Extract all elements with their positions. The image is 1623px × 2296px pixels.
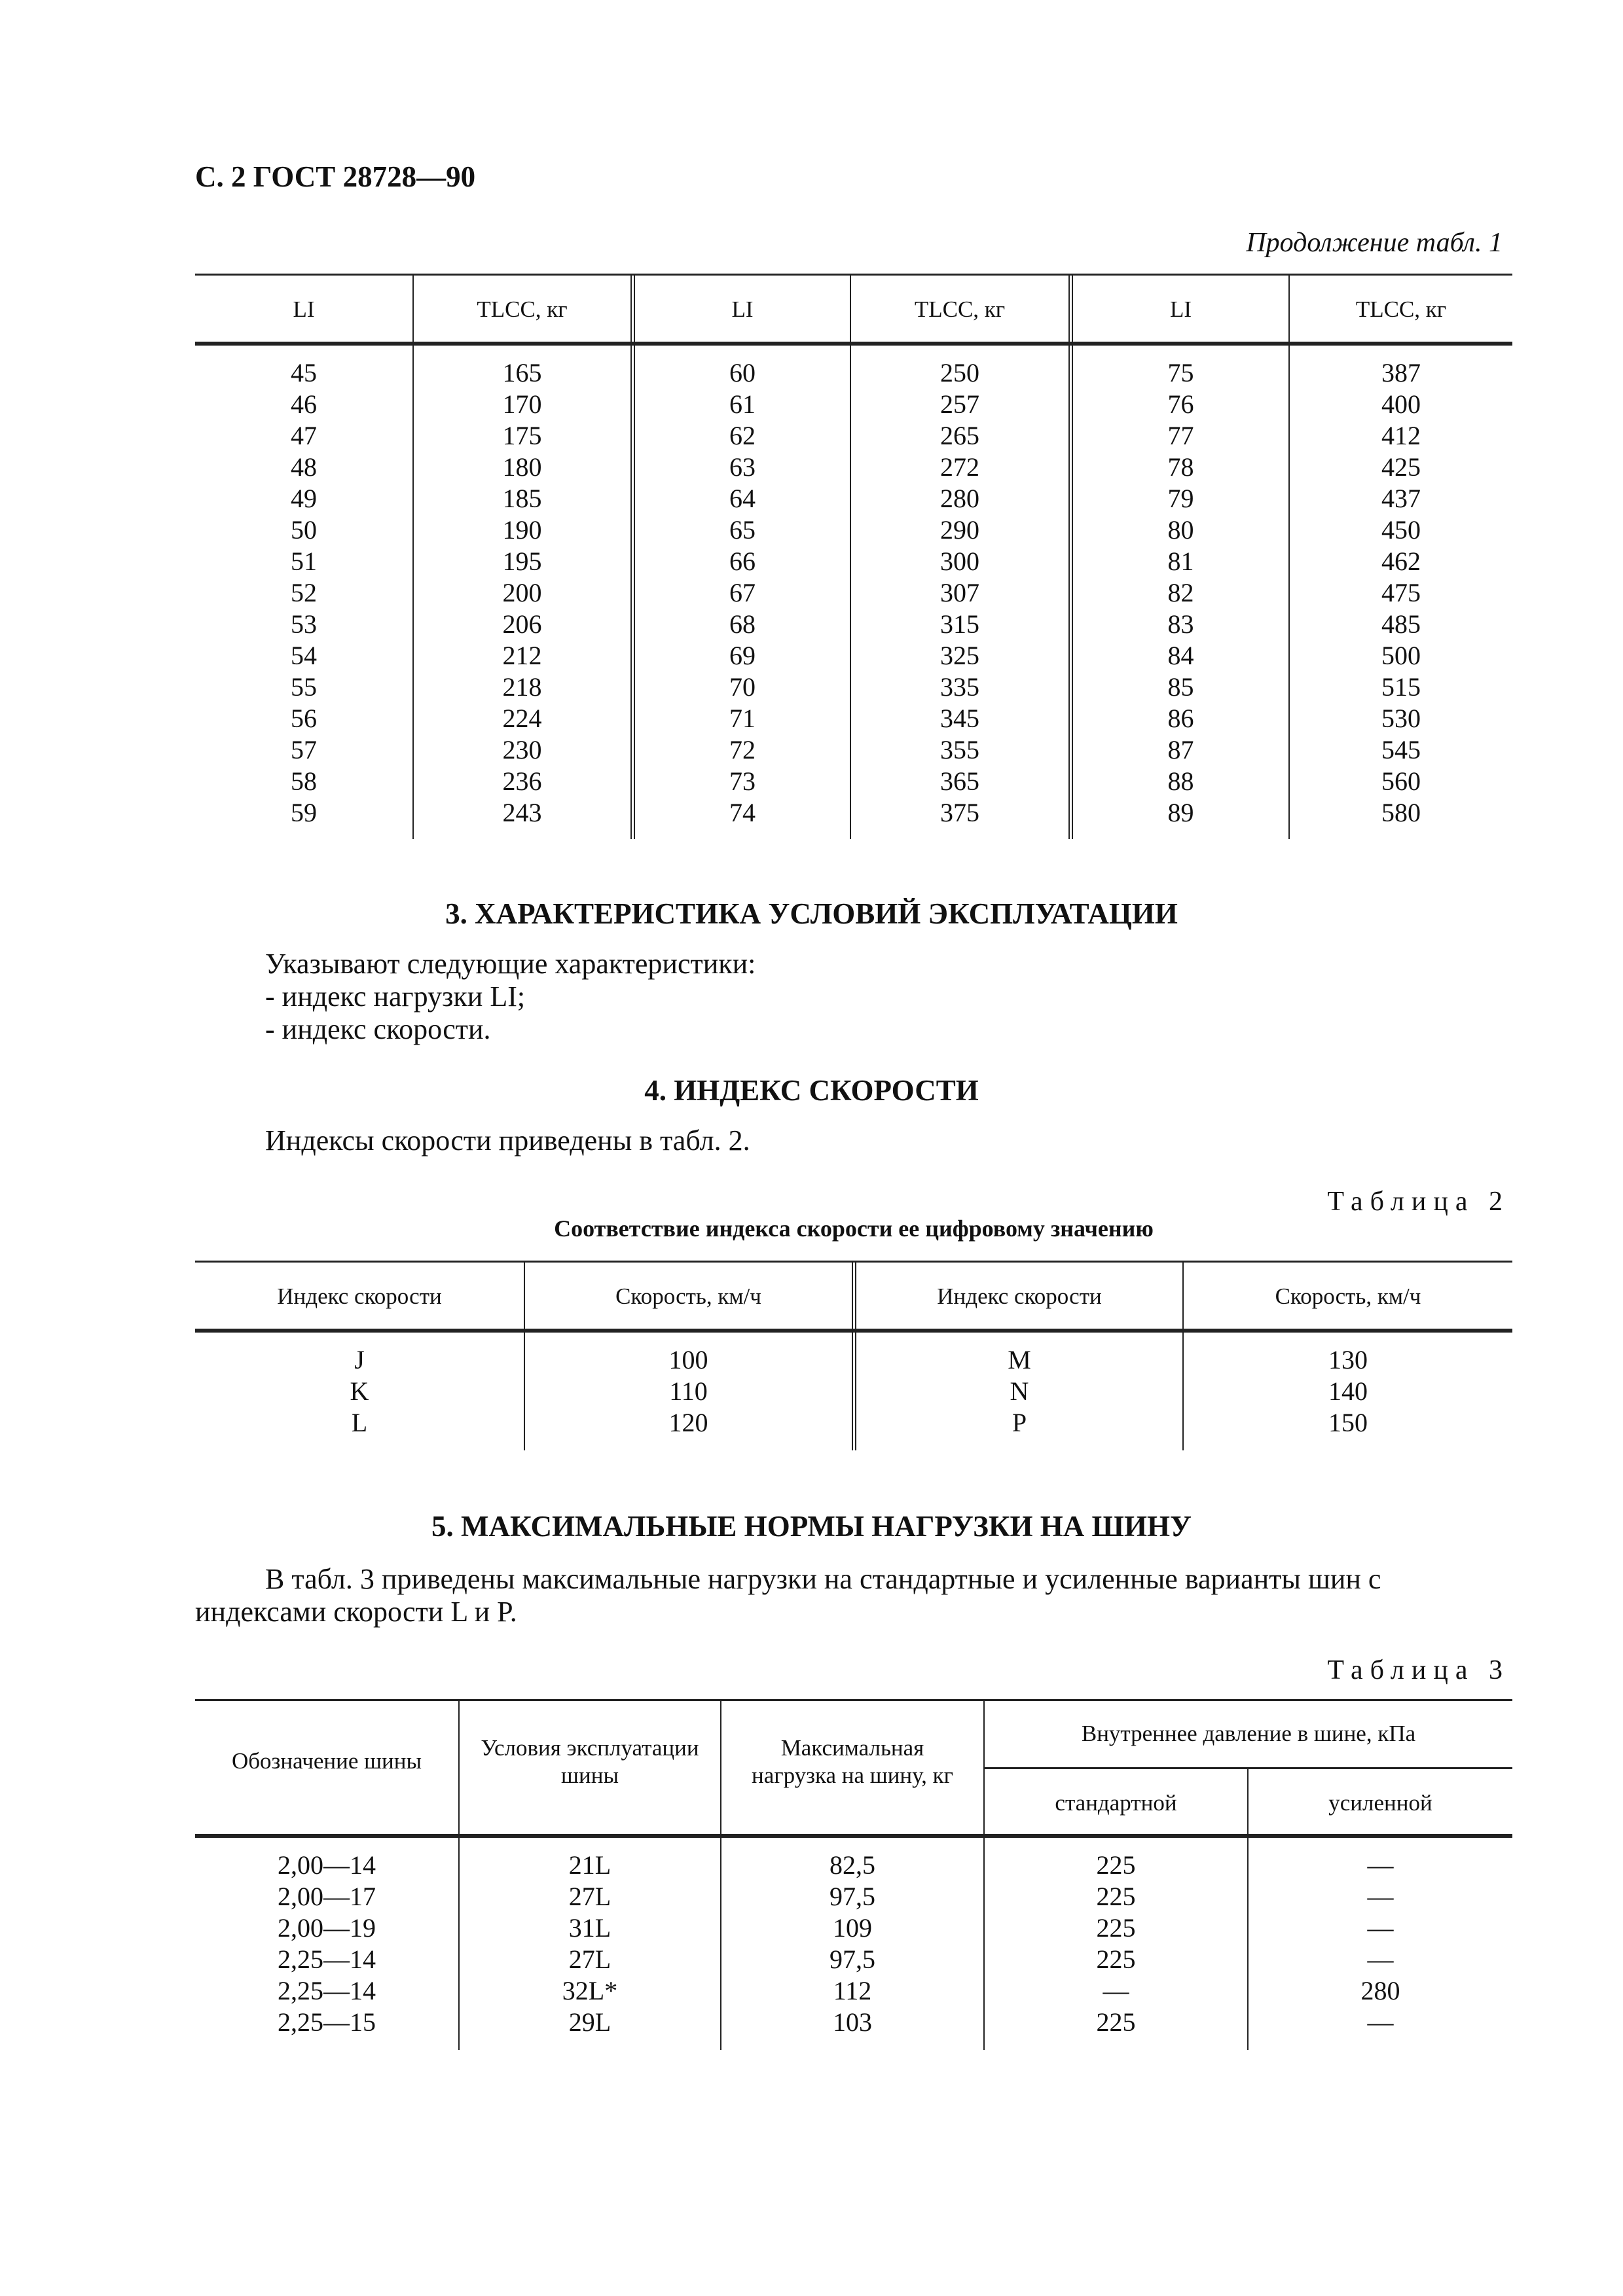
table-cell: 307: [940, 578, 979, 607]
table-cell: 150: [1328, 1408, 1368, 1437]
table-cell: 109: [833, 1913, 872, 1943]
table-3-header-rule: [195, 1834, 1512, 1838]
table-cell: 272: [940, 452, 979, 482]
table-cell: 76: [1167, 389, 1194, 419]
section-3-line: - индекс нагрузки LI;: [265, 980, 526, 1013]
table-cell: M: [1008, 1345, 1031, 1374]
table-3-col-reinforced: [1249, 1850, 1512, 2038]
table-cell: 60: [729, 358, 756, 387]
table-3-col-conditions: [460, 1850, 720, 2038]
header-line: Максимальная: [780, 1735, 924, 1761]
table-cell: J: [354, 1345, 365, 1374]
table-1-double-divider: [630, 275, 635, 839]
table-cell: 103: [833, 2007, 872, 2037]
table-cell: 74: [729, 798, 756, 827]
table-2-header-speed: Скорость, км/ч: [615, 1283, 761, 1309]
table-cell: 45: [291, 358, 317, 387]
table-cell: 46: [291, 389, 317, 419]
section-3-title: 3. ХАРАКТЕРИСТИКА УСЛОВИЙ ЭКСПЛУАТАЦИИ: [445, 897, 1178, 930]
table-cell: 190: [502, 515, 542, 545]
table-cell: 225: [1096, 2007, 1136, 2037]
table-cell: —: [1367, 1945, 1394, 1974]
section-3-line: - индекс скорости.: [265, 1013, 491, 1045]
header-line: Условия эксплуатации: [481, 1735, 699, 1761]
table-cell: 47: [291, 421, 317, 450]
continuation-note: Продолжение табл. 1: [1246, 228, 1503, 258]
table-3-col-designation: [195, 1850, 458, 2038]
table-cell: 54: [291, 641, 317, 670]
table-cell: 515: [1381, 672, 1421, 702]
section-5-title: 5. МАКСИМАЛЬНЫЕ НОРМЫ НАГРУЗКИ НА ШИНУ: [431, 1510, 1192, 1543]
table-cell: 61: [729, 389, 756, 419]
table-cell: 375: [940, 798, 979, 827]
table-cell: 70: [729, 672, 756, 702]
table-cell: 130: [1328, 1345, 1368, 1374]
table-cell: 180: [502, 452, 542, 482]
table-cell: 250: [940, 358, 979, 387]
table-cell: 86: [1167, 704, 1194, 733]
table-cell: 200: [502, 578, 542, 607]
table-cell: 140: [1328, 1376, 1368, 1406]
table-cell: 32L*: [562, 1976, 618, 2005]
table-cell: 59: [291, 798, 317, 827]
table-cell: 72: [729, 735, 756, 764]
table-cell: 225: [1096, 1945, 1136, 1974]
table-cell: 110: [669, 1376, 708, 1406]
table-cell: 2,25—14: [278, 1945, 376, 1974]
table-cell: 31L: [568, 1913, 611, 1943]
table-cell: L: [351, 1408, 368, 1437]
table-cell: 79: [1167, 484, 1194, 513]
table-cell: 57: [291, 735, 317, 764]
table-cell: 77: [1167, 421, 1194, 450]
table-cell: 236: [502, 766, 542, 796]
table-2-header-speed-index: Индекс скорости: [277, 1283, 442, 1309]
table-cell: 64: [729, 484, 756, 513]
table-cell: 185: [502, 484, 542, 513]
table-cell: 50: [291, 515, 317, 545]
table-cell: 212: [502, 641, 542, 670]
table-1-col-li-1: [195, 357, 412, 829]
table-1-top-rule: [195, 274, 1512, 276]
table-3-header-standard: стандартной: [1055, 1790, 1177, 1816]
table-cell: 265: [940, 421, 979, 450]
table-cell: 65: [729, 515, 756, 545]
table-2-col-index-1: [195, 1344, 524, 1439]
table-cell: 82: [1167, 578, 1194, 607]
table-cell: 195: [502, 547, 542, 576]
table-cell: 75: [1167, 358, 1194, 387]
table-2-label: Таблица 2: [1327, 1187, 1510, 1217]
table-cell: 82,5: [830, 1850, 875, 1880]
table-cell: 62: [729, 421, 756, 450]
section-5-line-1: В табл. 3 приведены максимальные нагрузки на стандартные и усиленные варианты шин с: [265, 1563, 1381, 1595]
table-cell: 485: [1381, 609, 1421, 639]
table-1-header-li: LI: [293, 296, 315, 322]
table-1-header-rule: [195, 342, 1512, 346]
table-cell: 83: [1167, 609, 1194, 639]
table-cell: 63: [729, 452, 756, 482]
table-cell: 29L: [568, 2007, 611, 2037]
table-cell: 530: [1381, 704, 1421, 733]
section-5-line-2: индексами скорости L и P.: [195, 1596, 517, 1628]
table-cell: 85: [1167, 672, 1194, 702]
table-cell: —: [1103, 1976, 1129, 2005]
table-cell: 27L: [568, 1882, 611, 1911]
table-cell: 355: [940, 735, 979, 764]
table-cell: 345: [940, 704, 979, 733]
table-cell: —: [1367, 1913, 1394, 1943]
table-3-label: Таблица 3: [1327, 1655, 1510, 1685]
table-cell: 2,00—14: [278, 1850, 376, 1880]
table-cell: 225: [1096, 1850, 1136, 1880]
table-cell: 165: [502, 358, 542, 387]
table-cell: —: [1367, 2007, 1394, 2037]
table-cell: 225: [1096, 1882, 1136, 1911]
table-cell: N: [1010, 1376, 1029, 1406]
header-line: нагрузка на шину, кг: [751, 1763, 954, 1788]
table-cell: 66: [729, 547, 756, 576]
table-2-double-divider: [852, 1262, 856, 1450]
table-cell: 84: [1167, 641, 1194, 670]
page-header: С. 2 ГОСТ 28728—90: [195, 160, 476, 193]
table-cell: 290: [940, 515, 979, 545]
table-cell: 243: [502, 798, 542, 827]
table-cell: 475: [1381, 578, 1421, 607]
table-cell: 400: [1381, 389, 1421, 419]
table-cell: 365: [940, 766, 979, 796]
table-cell: 120: [668, 1408, 708, 1437]
table-cell: 580: [1381, 798, 1421, 827]
table-cell: 257: [940, 389, 979, 419]
table-cell: 560: [1381, 766, 1421, 796]
table-cell: 112: [833, 1976, 872, 2005]
table-1-header-tlcc: TLCC, кг: [914, 296, 1006, 322]
table-2-caption: Соответствие индекса скорости ее цифровому значению: [554, 1215, 1154, 1242]
table-3-header-reinforced: усиленной: [1328, 1790, 1432, 1816]
table-3-header-designation: Обозначение шины: [231, 1748, 422, 1774]
table-cell: 325: [940, 641, 979, 670]
table-cell: 545: [1381, 735, 1421, 764]
table-cell: 2,25—14: [278, 1976, 376, 2005]
table-cell: 78: [1167, 452, 1194, 482]
table-cell: 387: [1381, 358, 1421, 387]
table-cell: 56: [291, 704, 317, 733]
header-line: шины: [561, 1763, 619, 1788]
section-3-line: Указывают следующие характеристики:: [265, 948, 756, 980]
table-cell: 51: [291, 547, 317, 576]
table-cell: 73: [729, 766, 756, 796]
table-1-header-tlcc: TLCC, кг: [1355, 296, 1447, 322]
table-1-double-divider: [1068, 275, 1073, 839]
table-cell: 206: [502, 609, 542, 639]
table-cell: 175: [502, 421, 542, 450]
table-3-col-standard: [985, 1850, 1247, 2038]
table-cell: 100: [668, 1345, 708, 1374]
table-3-col-max-load: [721, 1850, 983, 2038]
table-1-header-tlcc: TLCC, кг: [477, 296, 568, 322]
table-cell: 88: [1167, 766, 1194, 796]
table-cell: 67: [729, 578, 756, 607]
table-cell: 315: [940, 609, 979, 639]
section-4-title: 4. ИНДЕКС СКОРОСТИ: [644, 1074, 979, 1107]
table-cell: K: [350, 1376, 369, 1406]
table-cell: 52: [291, 578, 317, 607]
table-cell: 218: [502, 672, 542, 702]
table-cell: 97,5: [830, 1945, 875, 1974]
table-cell: 280: [1360, 1976, 1400, 2005]
table-1-col-tlcc-3: [1290, 357, 1512, 829]
section-3-text: [265, 948, 756, 1046]
section-4-text: Индексы скорости приведены в табл. 2.: [265, 1124, 750, 1157]
table-3-header-max-load: [721, 1734, 983, 1789]
table-cell: 225: [1096, 1913, 1136, 1943]
table-cell: 335: [940, 672, 979, 702]
table-cell: 68: [729, 609, 756, 639]
table-1-col-tlcc-2: [851, 357, 1068, 829]
table-cell: 69: [729, 641, 756, 670]
table-cell: 2,00—19: [278, 1913, 376, 1943]
table-cell: 58: [291, 766, 317, 796]
table-1-header-li: LI: [1169, 296, 1192, 322]
table-cell: 53: [291, 609, 317, 639]
table-2-col-speed-1: [525, 1344, 852, 1439]
table-3-header-conditions: [460, 1734, 720, 1789]
table-3-top-rule: [195, 1699, 1512, 1701]
table-1-col-li-3: [1073, 357, 1288, 829]
table-cell: 49: [291, 484, 317, 513]
table-3-header-pressure: Внутреннее давление в шине, кПа: [1081, 1721, 1416, 1746]
table-cell: 27L: [568, 1945, 611, 1974]
table-cell: 450: [1381, 515, 1421, 545]
table-cell: 87: [1167, 735, 1194, 764]
table-cell: 437: [1381, 484, 1421, 513]
table-2-col-index-2: [856, 1344, 1182, 1439]
table-cell: 71: [729, 704, 756, 733]
table-1-col-li-2: [635, 357, 850, 829]
table-cell: —: [1367, 1850, 1394, 1880]
table-2-header-speed: Скорость, км/ч: [1275, 1283, 1421, 1309]
table-1-col-tlcc-1: [414, 357, 630, 829]
table-cell: 224: [502, 704, 542, 733]
table-cell: 300: [940, 547, 979, 576]
table-cell: 230: [502, 735, 542, 764]
table-cell: 97,5: [830, 1882, 875, 1911]
table-1-header-li: LI: [731, 296, 754, 322]
table-cell: 425: [1381, 452, 1421, 482]
table-cell: P: [1012, 1408, 1027, 1437]
table-2-header-speed-index: Индекс скорости: [937, 1283, 1102, 1309]
table-cell: 21L: [568, 1850, 611, 1880]
table-cell: 500: [1381, 641, 1421, 670]
table-cell: 55: [291, 672, 317, 702]
table-cell: 412: [1381, 421, 1421, 450]
table-cell: 81: [1167, 547, 1194, 576]
table-cell: 2,25—15: [278, 2007, 376, 2037]
table-2-col-speed-2: [1184, 1344, 1512, 1439]
table-cell: 80: [1167, 515, 1194, 545]
table-cell: 462: [1381, 547, 1421, 576]
table-cell: 170: [502, 389, 542, 419]
table-cell: 280: [940, 484, 979, 513]
table-cell: 89: [1167, 798, 1194, 827]
table-cell: 48: [291, 452, 317, 482]
table-cell: 2,00—17: [278, 1882, 376, 1911]
table-cell: —: [1367, 1882, 1394, 1911]
